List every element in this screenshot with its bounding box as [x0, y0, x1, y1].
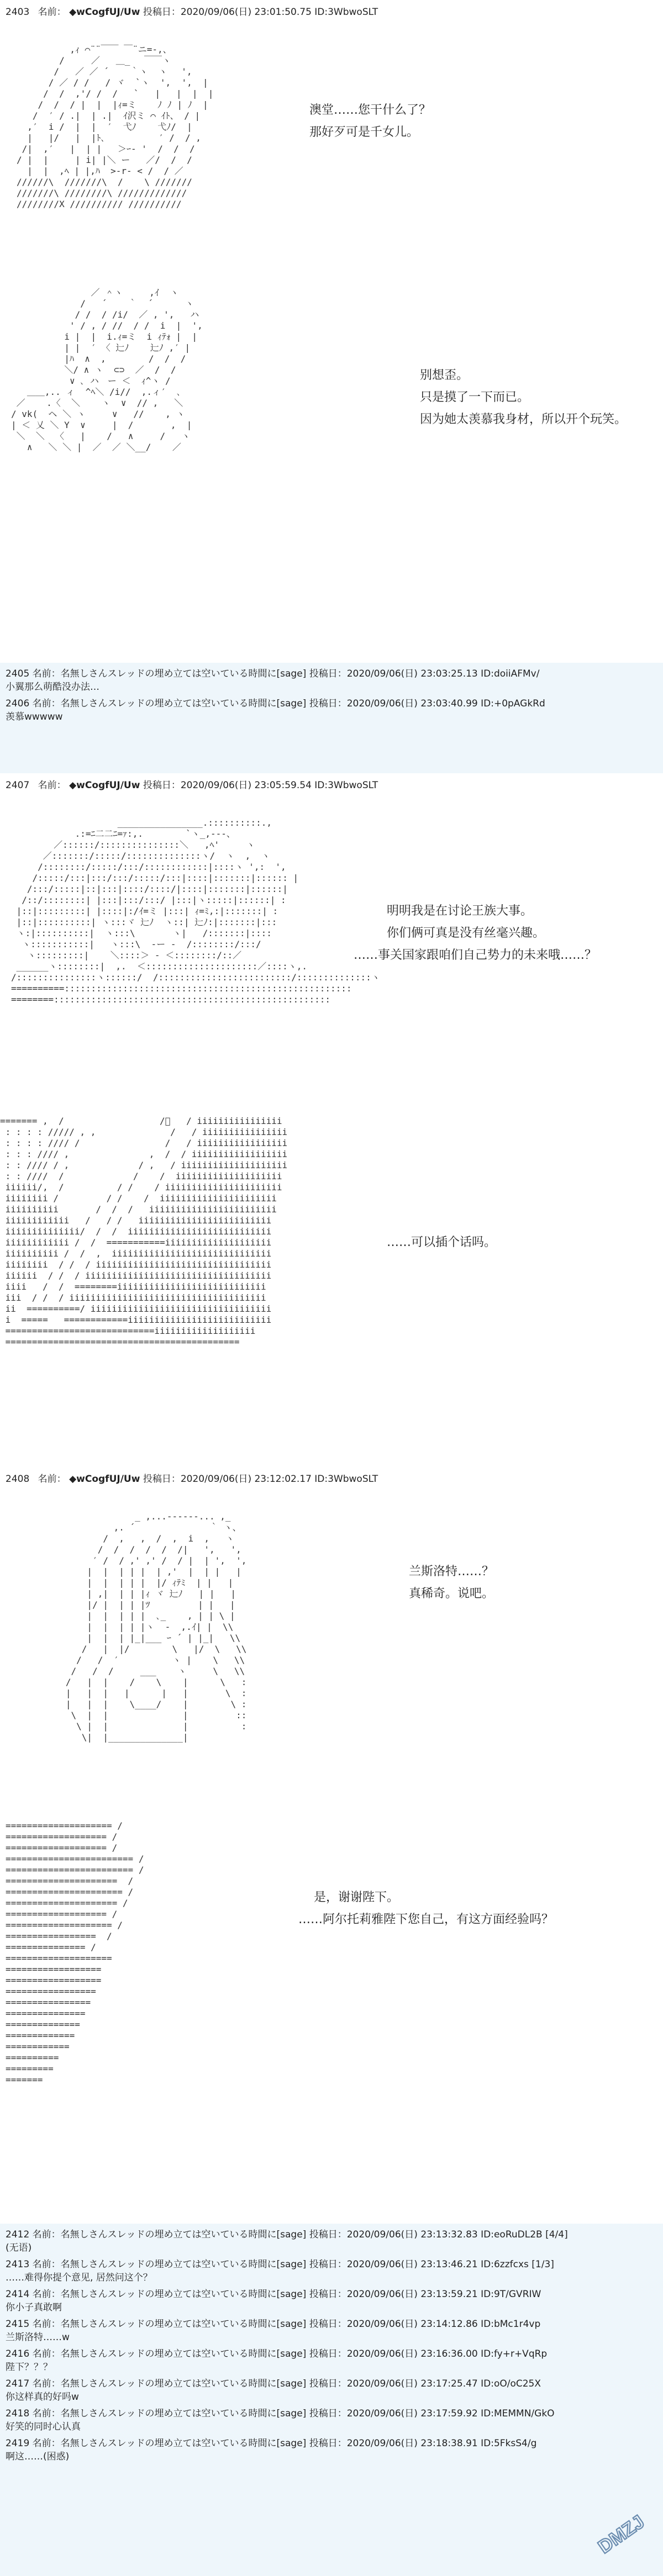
dialog-line: 别想歪。	[420, 368, 469, 382]
reply-block-a	[0, 663, 663, 773]
reply-2417	[6, 2377, 663, 2404]
reply-text: 陛下？？？	[6, 2362, 52, 2373]
reply-header: 2414 名前：名無しさんスレッドの埋め立ては空いている時間に[sage] 投稿日：2020/09/06(日) 23:13:59.21 ID:9T/GVRIW	[6, 2289, 541, 2300]
dialog-block-1	[309, 99, 431, 144]
dialog-block-4	[387, 1232, 496, 1254]
dialog-block-6	[298, 1887, 554, 1931]
reply-text: 好笑的同时心认真	[6, 2421, 81, 2432]
name-label: 名前：	[38, 7, 66, 18]
reply-2412	[6, 2228, 663, 2255]
poster-name[interactable]: ◆wCogfUJ/Uw	[69, 7, 140, 18]
reply-2415	[6, 2318, 663, 2344]
post-2407	[0, 773, 663, 1467]
dialog-line: 是，谢谢陛下。	[314, 1891, 399, 1904]
post-meta: 投稿日：2020/09/06(日) 23:01:50.75 ID:3WbwoSLT	[143, 7, 378, 18]
reply-text: 你小子真敢啊	[6, 2302, 62, 2313]
dialog-block-5	[409, 1561, 494, 1605]
watermark-icon	[588, 2501, 654, 2567]
reply-text: ……难得你提个意见, 居然问这个？	[6, 2272, 152, 2283]
dialog-line: 兰斯洛特……？	[409, 1565, 494, 1579]
dialog-line: 真稀奇。说吧。	[409, 1587, 494, 1601]
ascii-art-figure-2: ／ ＾ヽ ,ｲ ヽ / ´ ｀ ´ ヽ / / / /i/ ／ , ', ハ ' / , / // / / i | ', i | | i.ｨ=ミ i ｨﾃｫ | | | | ′ 〈 辷ﾉ 辷ﾉ ,′ | |ﾊ ∧ , / / / ＼/ ∧ ヽ ⊂⊃ ／ / / ∨ ､ ハ ー ＜ ｨ^ヽ / ＿＿,.. ィ ^ﾍ＼ /i// ,.ィ′ ､ ／ .〈 ＼ ヽ ∨ // , ＼ / vk( ヘ ＼ ヽ ∨ // , ヽ | ＜ 乂 ＼ Y ∨ | / , | ＼ ＼ 〈 | / ∧ / ヽ ∧ ＼ ＼ | ／ ／ ＼__/ ／	[11, 287, 203, 452]
ascii-art-figure-4: ======= , / /ﾞ / iiiiiiiiiiiiiiii : : : : ///// , , / / iiiiiiiiiiiiiiii : : : : //// / / / iiiiiiiiiiiiiiiii : : : //// , , / / iiiiiiiiiiiiiiiiii : : //// / , / , / iiiiiiiiiiiiiiiiiiii : : //// / / / iiiiiiiiiiiiiiiiiiii iiiiii/, / / / / iiiiiiiiiiiiiiiiiiiiii iiiiiiii / / / / iiiiiiiiiiiiiiiiiiiiii iiiiiiiiii / / / iiiiiiiiiiiiiiiiiiiiiiii iiiiiiiiiiii / / / iiiiiiiiiiiiiiiiiiiiiiiii iiiiiiiiiiiiii/ / / iiiiiiiiiiiiiiiiiiiiiiiiiii iiiiiiiiiiii / / ===========iiiiiiiiiiiiiiiiiiii iiiiiiiiii / / , iiiiiiiiiiiiiiiiiiiiiiiiiiiiii iiiiiiii / / / iiiiiiiiiiiiiiiiiiiiiiiiiiiiiiiii iiiiii / / / iiiiiiiiiiiiiiiiiiiiiiiiiiiiiiiiiii iiii / / ========iiiiiiiiiiiiiiiiiiiiiiiiiiii iii / / / iiiiiiiiiiiiiiiiiiiiiiiiiiiiiiiiiiiii ii ==========/ iiiiiiiiiiiiiiiiiiiiiiiiiiiiiiiiii i ===== ============iiiiiiiiiiiiiiiiiiiiiiiiiii ============================iiiiiiiiiiiiiiiiiii ============================================	[0, 1116, 288, 1347]
dialog-block-2	[420, 365, 627, 431]
reply-header: 2419 名前：名無しさんスレッドの埋め立ては空いている時間に[sage] 投稿日：2020/09/06(日) 23:18:38.91 ID:5FksS4/g	[6, 2438, 537, 2449]
reply-2414	[6, 2288, 663, 2314]
reply-text: 兰斯洛特……w	[6, 2332, 70, 2343]
reply-text: 你这样真的好吗w	[6, 2392, 79, 2403]
reply-header: 2406 名前：名無しさんスレッドの埋め立ては空いている時間に[sage] 投稿日：2020/09/06(日) 23:03:40.99 ID:+0pAGkRd	[6, 698, 545, 709]
post-2408	[0, 1467, 663, 2224]
reply-header: 2412 名前：名無しさんスレッドの埋め立ては空いている時間に[sage] 投稿日：2020/09/06(日) 23:13:32.83 ID:eoRuDL2B [4/4]	[6, 2229, 568, 2240]
dialog-line: 只是摸了一下而已。	[420, 390, 530, 404]
name-label: 名前：	[38, 1474, 66, 1485]
dialog-line: ……阿尔托莉雅陛下您自己，有这方面经验吗？	[298, 1913, 554, 1926]
post-number: 2403	[6, 7, 30, 18]
reply-2416	[6, 2347, 663, 2374]
ascii-art-figure-5: _ ,...------... ,_ ,. ´ ｀ ヽ、 / , , / , i , ヽ / / / / / /| ', ', ′ / / ,' ,' / / | | ', ', | | | | | | ,' | | | | | | | | | |/ ｨﾃﾐ | | | | ,| | | |ｨ ヾ 辷ﾉ | | | |/ | | | |ﾂ | | | | | | | | ､_ , | | \ | | | | | |ヽ ‐ ,.ｲ| | \\ | | | |_|___ ｰ ´ | |_| \\ / | |/ \ |/ \ \\ / / ′ ヽ | \ \\ / / / ___ ヽ \ \\ / | | / \ | \ : | | | | | | \ : | | | \____/ | \ : \ | | | :: \ | | | : \| |______________|	[65, 1511, 247, 1743]
reply-2405	[6, 667, 663, 694]
name-label: 名前：	[38, 780, 66, 791]
post-header	[6, 6, 378, 19]
ascii-art-figure-1: ,ｨ ⌒¨¨￣￣ ￣¨ニ=-,、 / ／ ＿_ ￣￣ヽ / ／ ／ ´ ｀ヽ ヽ ', / ／ / / / ヾ `ヽ ', ', | / / ,'/ / / ` | | | | / / / | | |ｨ=ミ ﾉ ﾉ | ﾉ | / ′ / .| | .| ｲ沢ミ ⌒ ｲﾄ、 / | ,′ i / | | ′ 弋ﾉ 弋ﾉ/ | | |/ | |ﾄ､ ′ / / , /| ,′ | | | ＞ｰ‐ ' / / / / | | | i| |＼ ー ／/ / / | | ,ﾍ | |,ﾊ >-r- < / / ／ //////\ ///////\ / \ /////// ///////\ ////////\ ///////////// ////////X ////////// //////////	[17, 44, 214, 209]
post-meta: 投稿日：2020/09/06(日) 23:05:59.54 ID:3WbwoSLT	[143, 780, 378, 791]
watermark-text: DMZJ	[594, 2511, 649, 2558]
dialog-line: ……可以插个话吗。	[387, 1236, 497, 1249]
dialog-line: 你们俩可真是没有丝毫兴趣。	[387, 926, 545, 940]
dialog-line: 那好歹可是千女儿。	[309, 125, 419, 139]
ascii-art-figure-3: ________________.::::::::::., .:=ﾆ二二ﾆ=ｧ:,. `ヽ_,‐‐-、 ／::::::/:::::::::::::::＼ ,ﾍ' ヽ ／:::::::/:::::/::::::::::::::ヽ/ ヽ , ヽ /::::::::/:::::/:::/::::::::::::|::::ヽ ',: ', /:::::/:::|:::/:::/:::::/:::|::::|:::::::|:::::: | /:::/:::::|::|:::|::::/::::/|::::|:::::::|::::::| /::/::::::::| |:::|:::/:::/ |:::|ヽ:::::|::::::| : |::|:::::::::| |::::|:/ｲ=ミ |:::| ｨ=ﾐ,:|:::::::| : |::|::::::::::| ヽ:::ヾ 辷ﾉ ヽ::| 辷ﾉ:|:::::::|::: ヽ:|::::::::::| ヽ:::\ ヽ| /:::::::|:::: ヽ:::::::::::| ヽ:::\ ‐ー ‐ /::::::::/:::/ ヽ:::::::::| ＼::::＞ ‐ ＜::::::::/::／ ______ヽ::::::::| ,. ＜:::::::::::::::::::::／::::ヽ,. /:::::::::::::::ヽ::::::/ /:::::::::::::::::::::::::/::::::::::::::ヽ ==========:::::::::::::::::::::::::::::::::::::::::::::::::::::: ========::::::::::::::::::::::::::::::::::::::::::::::::::::	[11, 817, 380, 1005]
dialog-line: 因为她太羡慕我身材，所以开个玩笑。	[420, 413, 627, 426]
post-2403	[0, 0, 663, 452]
reply-2419	[6, 2437, 663, 2463]
reply-header: 2417 名前：名無しさんスレッドの埋め立ては空いている時間に[sage] 投稿日：2020/09/06(日) 23:17:25.47 ID:oO/oC25X	[6, 2378, 541, 2389]
dialog-line: 明明我是在讨论王族大事。	[387, 904, 533, 918]
reply-header: 2416 名前：名無しさんスレッドの埋め立ては空いている時間に[sage] 投稿日：2020/09/06(日) 23:16:36.00 ID:fy+r+VqRp	[6, 2348, 548, 2359]
reply-2406	[6, 697, 663, 724]
reply-2413	[6, 2258, 663, 2284]
reply-block-b	[0, 2224, 663, 2576]
poster-name[interactable]: ◆wCogfUJ/Uw	[69, 780, 140, 791]
reply-text: 羡慕wwwww	[6, 711, 63, 722]
post-number: 2407	[6, 780, 30, 791]
reply-text: 啊这……(困惑)	[6, 2451, 70, 2462]
poster-name[interactable]: ◆wCogfUJ/Uw	[69, 1474, 140, 1485]
ascii-art-figure-6: ==================== / =================== / =================== / ======================== / ======================== / ===================== / ====================== / ===================== / =================== / ==================== / ================= / =============== / ==================== ================== ================== ================= ================ =============== ============== ============= ============ ========== ========= =======	[6, 1820, 144, 2085]
reply-2418	[6, 2407, 663, 2434]
reply-header: 2415 名前：名無しさんスレッドの埋め立ては空いている時間に[sage] 投稿日：2020/09/06(日) 23:14:12.86 ID:bMc1r4vp	[6, 2319, 541, 2330]
reply-text: 小翼那么萌酷没办法…	[6, 682, 99, 693]
reply-header: 2413 名前：名無しさんスレッドの埋め立ては空いている時間に[sage] 投稿日：2020/09/06(日) 23:13:46.21 ID:6zzfcxs [1/3]	[6, 2259, 554, 2270]
post-header	[6, 779, 378, 792]
post-header	[6, 1472, 378, 1486]
reply-header: 2405 名前：名無しさんスレッドの埋め立ては空いている時間に[sage] 投稿日：2020/09/06(日) 23:03:25.13 ID:doiiAFMv/	[6, 668, 540, 679]
dialog-block-3	[354, 900, 597, 967]
post-meta: 投稿日：2020/09/06(日) 23:12:02.17 ID:3WbwoSLT	[143, 1474, 378, 1485]
reply-text: (无语)	[6, 2242, 32, 2253]
dialog-line: 澳堂……您干什么了？	[309, 103, 432, 117]
reply-header: 2418 名前：名無しさんスレッドの埋め立ては空いている時間に[sage] 投稿日：2020/09/06(日) 23:17:59.92 ID:MEMMN/GkO	[6, 2408, 555, 2419]
dialog-line: ……事关国家跟咱们自己势力的未来哦……？	[354, 948, 597, 962]
watermark-logo	[588, 2501, 654, 2567]
post-number: 2408	[6, 1474, 30, 1485]
